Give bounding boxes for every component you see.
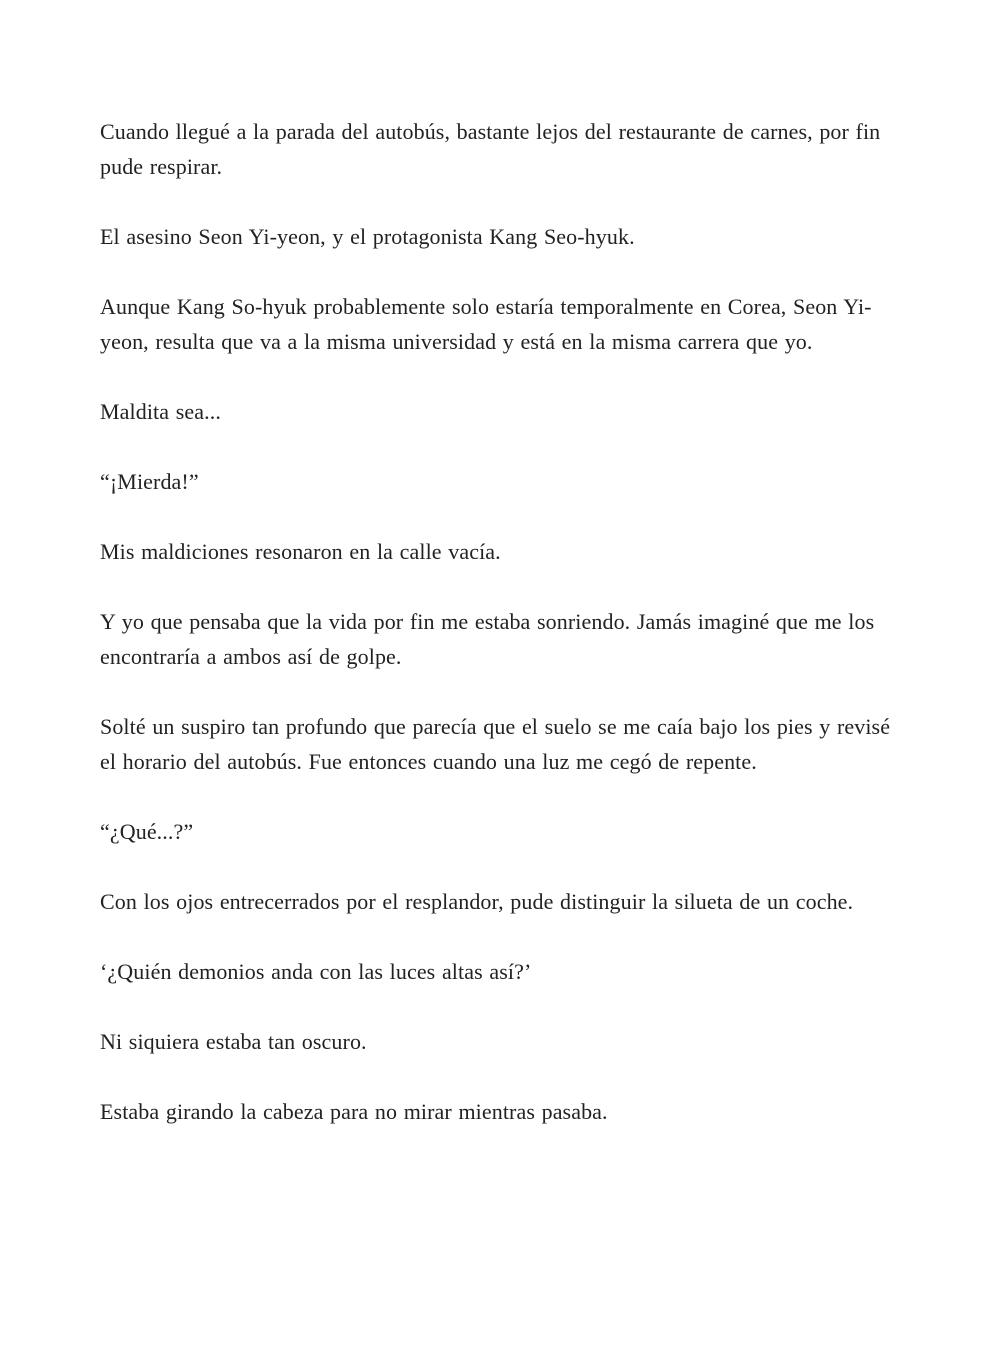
document-body <box>100 114 900 1164</box>
paragraph-assassin-protagonist: El asesino Seon Yi-yeon, y el protagonista Kang Seo-hyuk. <box>100 224 635 249</box>
paragraph-thought-high-beams: ‘¿Quién demonios anda con las luces altas así?’ <box>100 959 532 984</box>
paragraph-curses-echoed: Mis maldiciones resonaron en la calle vacía. <box>100 539 501 564</box>
paragraph-arrival-bus-stop: Cuando llegué a la parada del autobús, bastante lejos del restaurante de carnes, por fin pude respirar. <box>100 119 881 179</box>
paragraph-car-silhouette: Con los ojos entrecerrados por el resplandor, pude distinguir la silueta de un coche. <box>100 889 854 914</box>
paragraph-turning-head: Estaba girando la cabeza para no mirar mientras pasaba. <box>100 1099 608 1124</box>
paragraph-dialogue-mierda: “¡Mierda!” <box>100 469 199 494</box>
paragraph-deep-sigh: Solté un suspiro tan profundo que parecía que el suelo se me caía bajo los pies y revisé el horario del autobús. Fue entonces cuando una luz me cegó de repente. <box>100 714 891 774</box>
paragraph-dialogue-que: “¿Qué...?” <box>100 819 194 844</box>
paragraph-not-dark: Ni siquiera estaba tan oscuro. <box>100 1029 367 1054</box>
paragraph-maldita-sea: Maldita sea... <box>100 399 221 424</box>
paragraph-same-university: Aunque Kang So-hyuk probablemente solo estaría temporalmente en Corea, Seon Yi-yeon, resulta que va a la misma universidad y está en la misma carrera que yo. <box>100 294 872 354</box>
paragraph-life-smiling: Y yo que pensaba que la vida por fin me estaba sonriendo. Jamás imaginé que me los encontraría a ambos así de golpe. <box>100 609 875 669</box>
